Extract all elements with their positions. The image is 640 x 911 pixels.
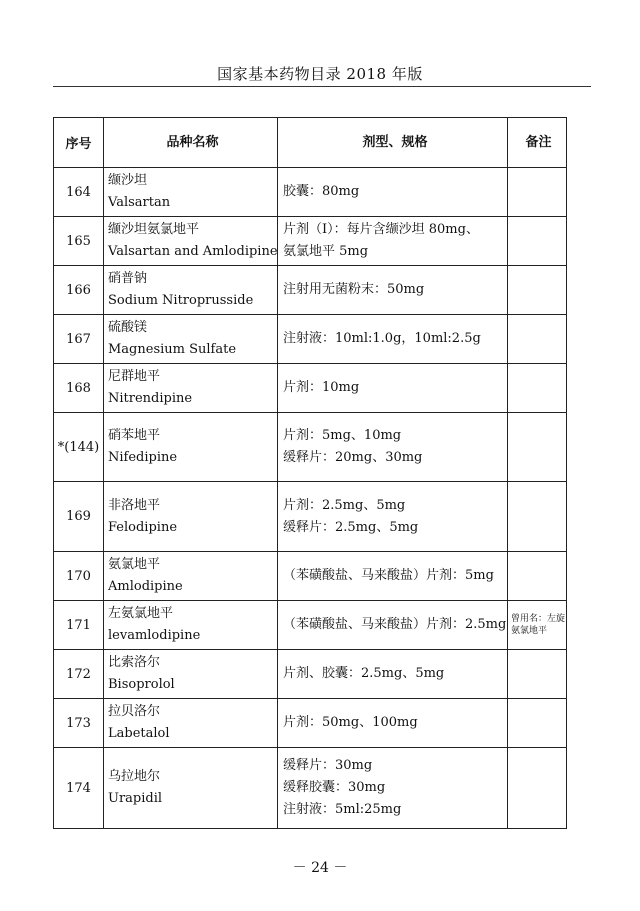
table-row [54,552,567,601]
drug-name-chinese: 硫酸镁 [108,320,148,335]
dosage-spec-line: 片剂：2.5mg、5mg [283,497,406,513]
column-header-note: 备注 [508,118,567,168]
row-number: 165 [54,217,104,266]
row-number: 174 [54,748,104,829]
note-cell [508,482,567,552]
dosage-spec-cell [278,482,508,552]
dosage-spec-cell [278,748,508,829]
row-number: 172 [54,650,104,699]
drug-name-cell [104,552,278,601]
drug-name-chinese: 比索洛尔 [108,655,161,670]
row-number: 166 [54,266,104,315]
table-row [54,699,567,748]
drug-name-english: levamlodipine [108,628,201,643]
row-number: 168 [54,364,104,413]
drug-name-english: Bisoprolol [108,677,175,692]
row-number: 164 [54,168,104,217]
note-cell [508,217,567,266]
dosage-spec-line: 缓释胶囊：30mg [283,780,386,795]
table-row [54,266,567,315]
dosage-spec-line: 注射液：10ml:1.0g，10ml:2.5g [283,331,481,346]
dosage-spec-line: 注射液：5ml:25mg [283,802,402,817]
drug-name-chinese: 拉贝洛尔 [108,704,161,719]
dosage-spec-line: 缓释片：30mg [283,758,373,773]
column-header-name: 品种名称 [104,118,278,168]
table-row [54,482,567,552]
table-row [54,364,567,413]
drug-name-chinese: 硝普钠 [108,271,148,286]
dosage-spec-cell [278,364,508,413]
page-number: － 24 － [292,860,348,876]
drug-name-chinese: 缬沙坦氨氯地平 [108,222,200,237]
drug-name-english: Felodipine [108,519,178,535]
dosage-spec-line: 片剂：5mg、10mg [283,428,402,443]
table-row [54,168,567,217]
dosage-spec-line: 片剂、胶囊：2.5mg、5mg [283,666,445,681]
drug-name-chinese: 氨氯地平 [108,557,161,572]
drug-name-chinese: 缬沙坦 [108,173,148,188]
dosage-spec-line: 片剂：50mg、100mg [283,715,418,730]
dosage-spec-cell [278,413,508,482]
drug-name-english: Labetalol [108,726,170,741]
table-row [54,315,567,364]
dosage-spec-cell [278,601,508,650]
dosage-spec-line: （苯磺酸盐、马来酸盐）片剂：5mg [283,568,494,583]
drug-name-cell [104,364,278,413]
dosage-spec-cell [278,168,508,217]
note-cell [508,413,567,482]
table-row [54,217,567,266]
drug-name-chinese: 硝苯地平 [108,428,161,443]
row-number: 170 [54,552,104,601]
dosage-spec-cell [278,699,508,748]
table-row [54,601,567,650]
row-number: *(144) [54,413,104,482]
dosage-spec-line: 片剂（Ⅰ）：每片含缬沙坦 80mg、 [283,222,479,237]
drug-name-english: Nifedipine [108,450,178,465]
dosage-spec-cell [278,315,508,364]
drug-name-cell [104,217,278,266]
drug-name-english: Valsartan [108,195,171,210]
drug-list-table [53,117,567,829]
table-row [54,413,567,482]
table-row [54,748,567,829]
note-cell [508,266,567,315]
drug-name-chinese: 尼群地平 [108,369,161,384]
drug-name-chinese: 乌拉地尔 [108,769,161,784]
dosage-spec-cell [278,217,508,266]
drug-name-english: Amlodipine [108,579,183,594]
note-cell: 曾用名：左旋氨氯地平 [508,601,567,650]
drug-name-chinese: 左氨氯地平 [108,606,174,621]
dosage-spec-cell [278,552,508,601]
drug-name-english: Magnesium Sulfate [108,342,237,357]
dosage-spec-line: （苯磺酸盐、马来酸盐）片剂：2.5mg [283,617,507,632]
dosage-spec-line: 缓释片：20mg、30mg [283,450,423,465]
dosage-spec-line: 胶囊：80mg [283,184,360,199]
note-cell [508,168,567,217]
drug-name-cell [104,699,278,748]
drug-name-cell [104,748,278,829]
drug-name-english: Sodium Nitroprusside [108,293,254,308]
drug-name-cell [104,650,278,699]
drug-name-chinese: 非洛地平 [108,497,161,513]
drug-name-english: Nitrendipine [108,391,193,406]
column-header-spec: 剂型、规格 [278,118,508,168]
note-cell [508,699,567,748]
note-cell [508,315,567,364]
note-cell [508,748,567,829]
column-header-number: 序号 [54,118,104,168]
note-cell [508,364,567,413]
drug-name-cell [104,601,278,650]
table-row [54,650,567,699]
dosage-spec-line: 注射用无菌粉末：50mg [283,282,425,297]
table-header-row [54,118,567,168]
drug-name-english: Urapidil [108,791,163,806]
drug-name-cell [104,482,278,552]
dosage-spec-line: 氨氯地平 5mg [283,244,369,259]
drug-name-cell [104,168,278,217]
dosage-spec-cell [278,650,508,699]
row-number: 171 [54,601,104,650]
dosage-spec-cell [278,266,508,315]
note-cell [508,650,567,699]
drug-name-cell [104,315,278,364]
row-number: 173 [54,699,104,748]
drug-name-cell [104,413,278,482]
dosage-spec-line: 片剂：10mg [283,380,360,395]
note-cell [508,552,567,601]
drug-name-english: Valsartan and Amlodipine [108,244,278,259]
row-number: 167 [54,315,104,364]
dosage-spec-line: 缓释片：2.5mg、5mg [283,519,419,535]
page-header-title: 国家基本药物目录 2018 年版 [217,65,423,83]
row-number: 169 [54,482,104,552]
drug-name-cell [104,266,278,315]
header-divider [53,86,591,87]
